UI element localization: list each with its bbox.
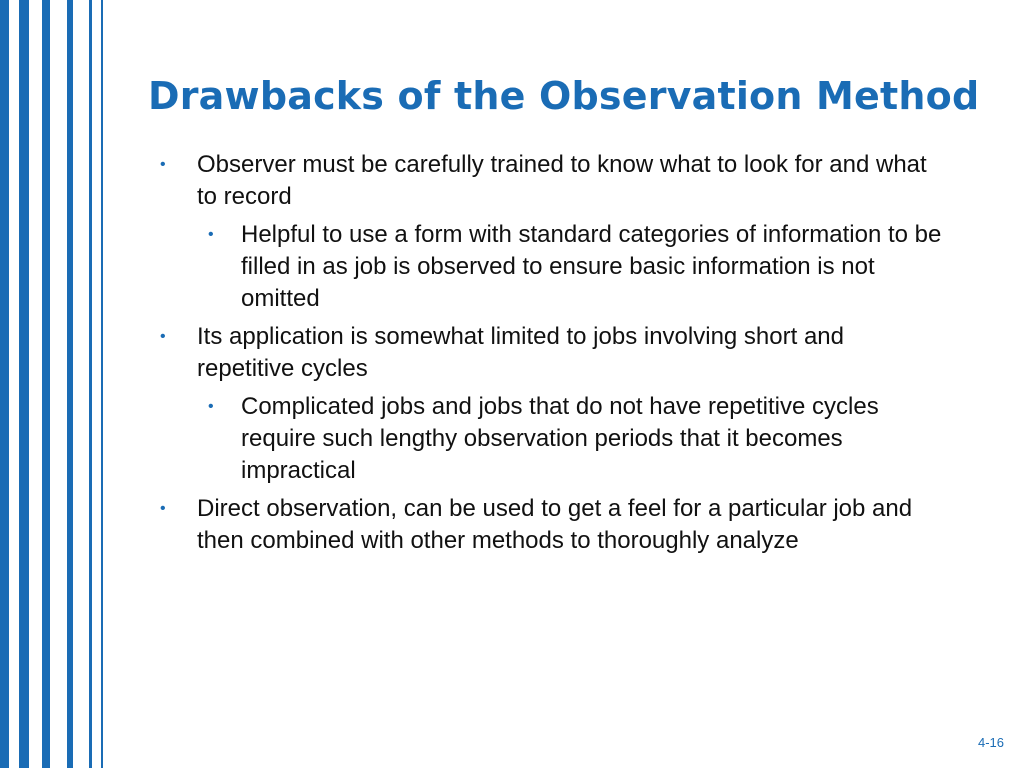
slide-title: Drawbacks of the Observation Method <box>148 74 980 118</box>
bullet-list <box>158 149 948 557</box>
bullet-icon: • <box>208 398 214 415</box>
sub-bullet-item <box>158 219 948 315</box>
bullet-text: Direct observation, can be used to get a feel for a particular job and then combined with other methods to thoroughly analyze <box>197 495 913 554</box>
decorative-stripe <box>101 0 103 768</box>
decorative-stripe <box>19 0 29 768</box>
page-number: 4-16 <box>977 735 1004 750</box>
bullet-item <box>158 149 948 213</box>
decorative-stripe <box>42 0 50 768</box>
decorative-stripe <box>67 0 73 768</box>
sub-bullet-item <box>158 391 948 487</box>
bullet-icon: • <box>160 156 166 173</box>
bullet-text: Observer must be carefully trained to know what to look for and what to record <box>197 151 927 210</box>
bullet-text: Complicated jobs and jobs that do not have repetitive cycles require such lengthy observation periods that it becomes impractical <box>241 393 879 484</box>
bullet-item <box>158 493 948 557</box>
bullet-text: Its application is somewhat limited to jobs involving short and repetitive cycles <box>197 323 844 382</box>
decorative-stripe <box>89 0 92 768</box>
bullet-text: Helpful to use a form with standard categories of information to be filled in as job is observed to ensure basic information is not omitted <box>241 221 942 312</box>
bullet-item <box>158 321 948 385</box>
bullet-icon: • <box>160 328 166 345</box>
bullet-icon: • <box>208 226 214 243</box>
decorative-stripe <box>0 0 9 768</box>
bullet-icon: • <box>160 500 166 517</box>
